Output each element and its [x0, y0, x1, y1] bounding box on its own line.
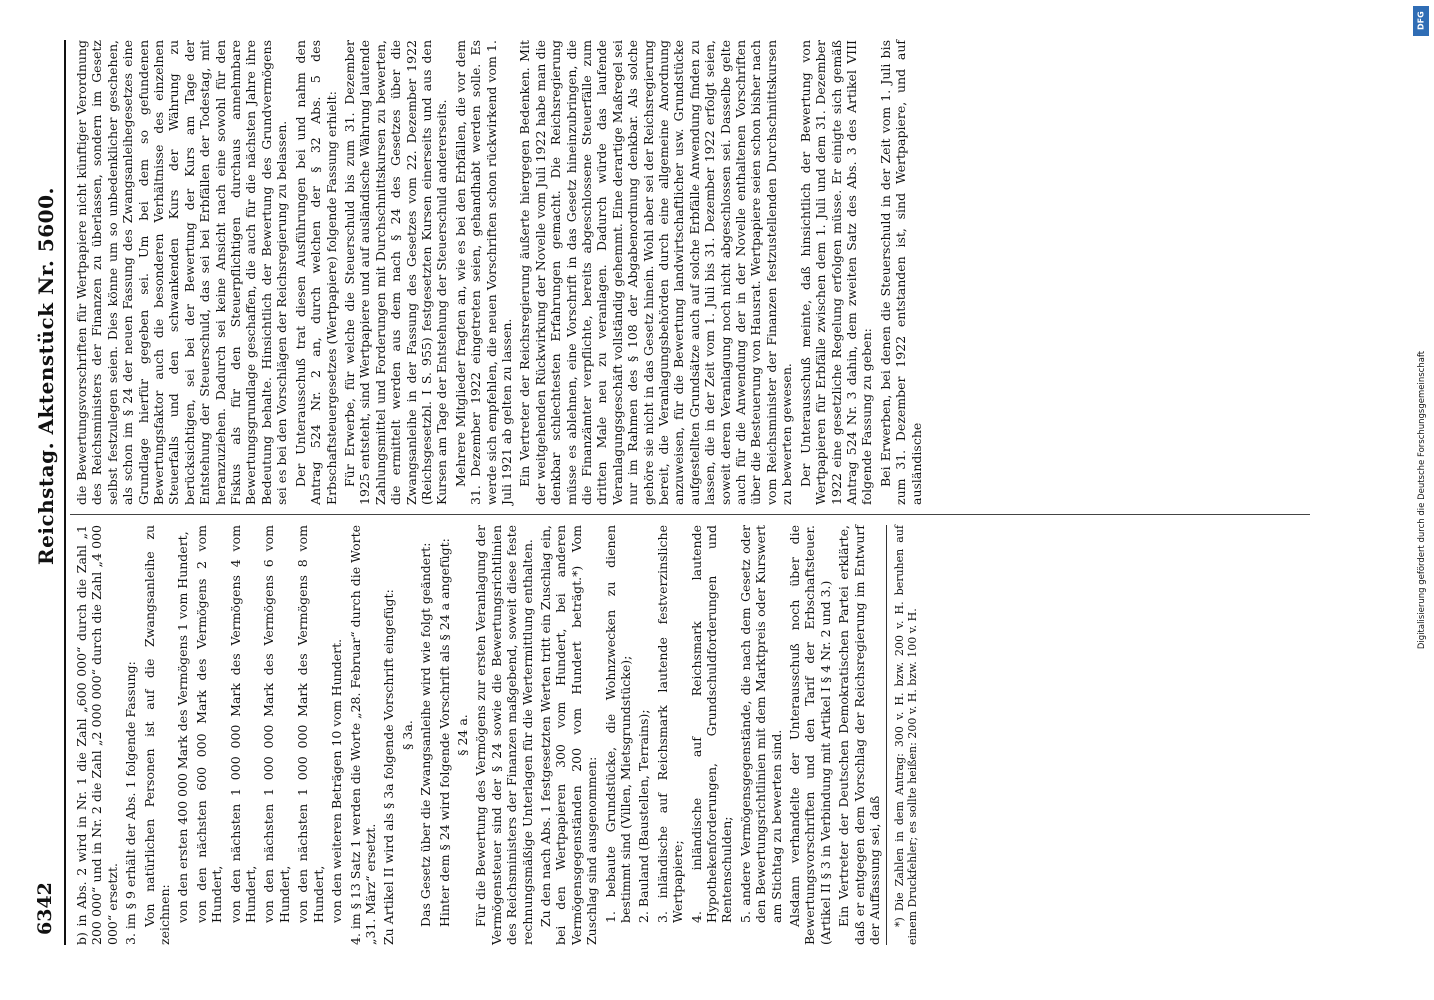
page-header	[30, 40, 66, 945]
column-divider	[70, 514, 1310, 515]
paragraph: 3. im § 9 erhält der Abs. 1 folgende Fassung:	[123, 661, 139, 945]
paragraph: 4. im § 13 Satz 1 werden die Worte „28. Februar“ durch die Worte „31. März“ ersetzt.	[347, 525, 378, 945]
paragraph: Zu den nach Abs. 1 festgesetzten Werten tritt ein Zuschlag ein, bei den Wertpapieren 300 vom Hundert, bei anderen Vermögensgegenständen 200 vom Hundert beträgt.*) Vom Zuschlag sind ausgenommen:	[537, 525, 600, 945]
paragraph: Hinter dem § 24 wird folgende Vorschrift als § 24 a angefügt:	[436, 538, 452, 927]
list-item: von den nächsten 600 000 Mark des Vermögens 2 vom Hundert,	[193, 525, 225, 923]
dfg-logo: DFG	[1413, 6, 1429, 36]
footnote: *) Die Zahlen in dem Antrag: 300 v. H. bzw. 200 v. H. beruhen auf einem Druckfehler; es sollte heißen: 200 v. H. bzw. 100 v. H.	[886, 525, 920, 945]
paragraph: Ein Vertreter der Reichsregierung äußerte hiergegen Bedenken. Mit der weitgehenden Rückwirkung der Novelle vom Juli 1922 habe man die denkbar schlechtesten Erfahrungen gemacht. Die Reichsregierung müsse es ablehnen, eine Vorschrift in das Gesetz hineinzubringen, die die Finanzämter verpflichte, bereits abgeschlossene Steuerfälle zum dritten Male neu zu veranlagen. Dadurch würde das laufende Veranlagungsgeschäft vollständig gehemmt. Eine derartige Maßregel sei nur im Rahmen des § 108 der Abgabenordnung denkbar. Als solche gehöre sie nicht in das Gesetz hinein. Wohl aber sei der Reichsregierung bereit, die Veranlagungsbehörden durch eine allgemeine Anordnung anzuweisen, für die Bewertung landwirtschaftlicher usw. Grundstücke aufgestellten Grundsätze auch auf solche Erbfälle Anwendung finden zu lassen, die in der Zeit vom 1. Juli bis 31. Dezember 1922 erfolgt seien, soweit deren Veranlagung noch nicht abgeschlossen sei. Dasselbe gelte auch für die Anwendung der in der Novelle enthaltenen Vorschriften über die Besteuerung von Hausrat. Wertpapiere seien schon bisher nach vom Reichsminister der Finanzen festzustellenden Durchschnittskursen zu bewerten gewesen.	[517, 40, 795, 505]
paragraph: Mehrere Mitglieder fragten an, wie es bei den Erbfällen, die vor dem 31. Dezember 1922 eingetreten seien, gehandhabt werden solle. Es werde sich empfehlen, die neuen Vorschriften schon rückwirkend vom 1. Juli 1921 ab gelten zu lassen.	[452, 40, 514, 505]
left-column	[74, 525, 923, 945]
paragraph: Ein Vertreter der Deutschen Demokratischen Partei erklärte, daß er entgegen dem Vorschlag der Reichsregierung im Entwurf der Auffassung sei, daß	[836, 525, 883, 945]
paragraph: Alsdann verhandelte der Unterausschuß noch über die Bewertungsvorschriften und den Tarif der Erbschaftsteuer. (Artikel II § 3 in Verbindung mit Artikel I § 4 Nr. 2 und 3.)	[787, 525, 833, 945]
paragraph: Bei Erwerben, bei denen die Steuerschuld in der Zeit vom 1. Juli bis zum 31. Dezember 1922 entstanden ist, sind Wertpapiere, und auf ausländische	[877, 40, 924, 505]
paragraph: Von natürlichen Personen ist auf die Zwangsanleihe zu zeichnen:	[141, 525, 173, 945]
digitization-credit: Digitalisierung gefördert durch die Deutsche Forschungsgemeinschaft	[1417, 350, 1427, 650]
paragraph: Der Unterausschuß meinte, daß hinsichtlich der Bewertung von Wertpapieren für Erbfälle zwischen dem 1. Juli und dem 31. Dezember 1922 eine gesetzliche Regelung erfolgen müsse. Er einigte sich gemäß Antrag 524 Nr. 3 dahin, dem zweiten Satz des Abs. 3 des Artikel VIII folgende Fassung zu geben:	[797, 40, 875, 505]
paragraph: Das Gesetz über die Zwangsanleihe wird wie folgt geändert:	[418, 542, 434, 927]
list-item: 3. inländische auf Reichsmark lautende festverzinsliche Wertpapiere;	[654, 525, 686, 923]
list-item: von den nächsten 1 000 000 Mark des Vermögens 8 vom Hundert,	[295, 525, 326, 923]
right-column	[74, 40, 927, 505]
list-item: von den nächsten 1 000 000 Mark des Vermögens 6 vom Hundert,	[261, 525, 292, 923]
page-number: 6342	[34, 882, 56, 935]
list-item: von den weiteren Beträgen 10 vom Hundert.	[329, 638, 345, 923]
rotated-page	[30, 40, 1330, 945]
list-item: 2. Bauland (Baustellen, Terrains);	[636, 709, 652, 923]
paragraph: Für Erwerbe, für welche die Steuerschuld bis zum 31. Dezember 1925 entsteht, sind Wertpapiere und auf ausländische Währung lautende Zahlungsmittel und Forderungen mit Durchschnittskursen zu bewerten, die ermittelt werden aus dem nach § 24 des Gesetzes über die Zwangsanleihe in der Fassung des Gesetzes vom 22. Dezember 1922 (Reichsgesetzbl. I S. 955) festgesetzten Kursen einerseits und aus den Kursen am Tage der Entstehung der Steuerschuld andererseits.	[341, 40, 450, 505]
section-heading: § 24 a.	[454, 714, 470, 756]
paragraph: Der Unterausschuß trat diesen Ausführungen bei und nahm den Antrag 524 Nr. 2 an, durch welchen der § 32 Abs. 5 des Erbschaftsteuergesetzes (Wertpapiere) folgende Fassung erhielt:	[292, 40, 339, 505]
section-heading: § 3a.	[399, 720, 415, 750]
list-item: 5. andere Vermögensgegenstände, die nach dem Gesetz oder den Bewertungsrichtlinien mit dem Marktpreis oder Kurswert am Stichtag zu bewerten sind.	[737, 525, 784, 923]
paragraph: die Bewertungsvorschriften für Wertpapiere nicht künftiger Verordnung des Reichsministers der Finanzen zu überlassen, sondern im Gesetz selbst festzulegen seien. Dies könne um so unbedenklicher geschehen, als schon im § 24 der neuen Fassung des Zwangsanleihegesetzes eine Grundlage hierfür gegeben sei. Um bei dem so gefundenen Bewertungsfaktor auch die besonderen Verhältnisse des einzelnen Steuerfalls und den schwankenden Kurs der Währung zu berücksichtigen, sei bei der Bewertung der Kurs am Tage der Entstehung der Steuerschuld, das sei bei Erbfällen der Todestag, mit heranzuziehen. Dadurch sei keine Ansicht nach eine sowohl für den Fiskus als für den Steuerpflichtigen durchaus annehmbare Bewertungsgrundlage geschaffen, die auch für die nächsten Jahre ihre Bedeutung behalte. Hinsichtlich der Bewertung des Grundvermögens sei es bei den Vorschlägen der Reichsregierung zu belassen.	[74, 40, 290, 505]
list-item: 1. bebaute Grundstücke, die Wohnzwecken zu dienen bestimmt sind (Villen, Mietsgrundstücke);	[602, 525, 633, 923]
list-item: von den nächsten 1 000 000 Mark des Vermögens 4 vom Hundert,	[227, 525, 259, 923]
paragraph: Für die Bewertung des Vermögens zur ersten Veranlagung der Vermögensteuer sind der § 24 sowie die Bewertungsrichtlinien des Reichsministers der Finanzen maßgebend, soweit diese feste rechnungsmäßige Unterlagen für die Wertermittlung enthalten.	[473, 525, 535, 945]
list-item: von den ersten 400 000 Mark des Vermögens 1 vom Hundert,	[175, 531, 191, 923]
list-item: 4. inländische auf Reichsmark lautende Hypothekenforderungen, Grundschuldforderungen und Rentenschulden;	[688, 525, 735, 923]
paragraph: b) in Abs. 2 wird in Nr. 1 die Zahl „600 000“ durch die Zahl „1 200 000“ und in Nr. 2 die Zahl „2 000 000“ durch die Zahl „4 000 000“ ersetzt.	[74, 525, 120, 945]
running-title: Reichstag. Aktenstück Nr. 5600.	[34, 187, 58, 565]
paragraph: Zu Artikel II wird als § 3a folgende Vorschrift eingefügt:	[381, 589, 397, 945]
